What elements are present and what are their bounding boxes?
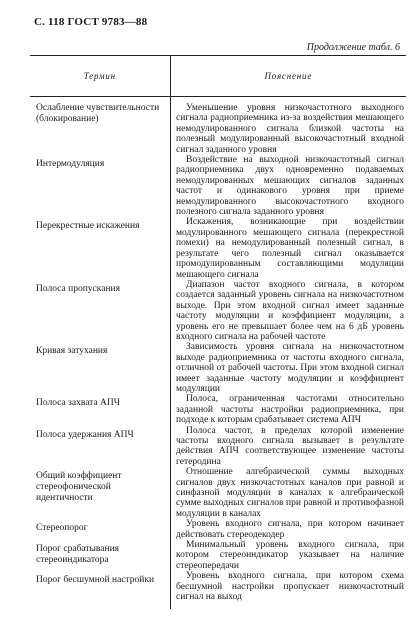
table-row <box>30 394 406 425</box>
definition-cell: Минимальный уровень входного сигнала, при котором стереоиндикатор указывает на наличие стереопередачи <box>176 540 404 571</box>
definition-cell: Уровень входного сигнала, при котором схема бесшумной настройки пропускает низкочастотный сигнал на выход <box>176 571 404 603</box>
page-header: С. 118 ГОСТ 9783—88 <box>34 16 148 28</box>
term-cell: Кривая затухания <box>36 346 108 357</box>
term-cell: Полоса удержания АПЧ <box>36 429 134 440</box>
table-row <box>30 426 406 468</box>
table-body <box>30 97 406 603</box>
term-cell: Интермодуляция <box>36 159 105 170</box>
definition-cell: Воздействие на выходной низкочастотный сигнал радиоприемника двух одновременно подаваемых немодулированных мешающих сигналов заданных частот и одинакового уровня при приеме немодулированного высокочастотного входного полезного сигнала заданного уровня <box>176 155 404 218</box>
definition-cell: Уровень входного сигнала, при котором начинает действовать стереодекодер <box>176 519 404 540</box>
definition-cell: Полоса частот, в пределах которой изменение частоты входного сигнала вызывает в результате действия АПЧ соответствующее изменение частоты гетеродина <box>176 425 404 467</box>
term-cell: Перекрестные искажения <box>36 221 140 232</box>
column-divider <box>170 97 171 609</box>
table-row <box>30 155 406 217</box>
table-row <box>30 280 406 342</box>
table-header-row <box>30 56 406 97</box>
table-row <box>30 467 406 519</box>
definition-cell: Уменьшение уровня низкочастотного выходного сигнала радиоприемника из-за воздействия мешающего немодулированного сигнала близкой частоты на полезный модулированный высокочастотный входной сигнал заданного уровня <box>176 103 404 155</box>
definition-cell: Полоса, ограниченная частотами относительно заданной частоты настройки радиоприемника, при подходе к которым срабатывает система АПЧ <box>176 394 404 426</box>
table-row <box>30 103 406 155</box>
term-cell: Порог срабатывания стереоиндикатора <box>36 544 120 566</box>
table-row <box>30 519 406 540</box>
term-cell: Порог бесшумной настройки <box>36 575 155 586</box>
table-row <box>30 342 406 394</box>
term-cell: Ослабление чувствительности (блокирование) <box>36 103 160 124</box>
term-cell: Полоса захвата АПЧ <box>36 398 120 409</box>
definition-cell: Отношение алгебраической суммы выходных сигналов двух низкочастотных каналов при равной и синфазной модуляции в каналах к алгебраической сумме выходных сигналов при равной и противофазной модуляции в каналах <box>176 467 404 519</box>
table-row <box>30 540 406 571</box>
definition-cell: Зависимость уровня сигнала на низкочастотном выходе радиоприемника от частоты входного сигнала, отличной от рабочей частоты. При этом входной сигнал имеет заданные частоту модуляции и коэффициент модуляции <box>176 342 404 394</box>
column-header-definition: Пояснение <box>170 56 406 96</box>
column-header-term: Термин <box>83 71 116 81</box>
term-cell: Стереопорог <box>36 523 88 534</box>
table-continuation-label: Продолжение табл. 6 <box>306 42 400 53</box>
term-cell: Общий коэффициент стереофонической идентичности <box>36 471 122 504</box>
term-cell: Полоса пропускания <box>36 283 120 294</box>
definition-cell: Искажения, возникающие при воздействии модулированного мешающего сигнала (перекрестной помехи) на немодулированный полезный сигнал, в результате чего полезный сигнал оказывается промодулированным составляющими модуляции мешающего сигнала <box>176 217 404 280</box>
table-row <box>30 217 406 279</box>
definition-cell: Диапазон частот входного сигнала, в котором создается заданный уровень сигнала на низкочастотном выходе. При этом входной сигнал имеет заданные частоту модуляции и коэффициент модуляции, а уровень его не превышает более чем на 6 дБ уровень входного сигнала на рабочей частоте <box>176 279 404 342</box>
table-row <box>30 571 406 602</box>
terms-table <box>30 55 406 603</box>
